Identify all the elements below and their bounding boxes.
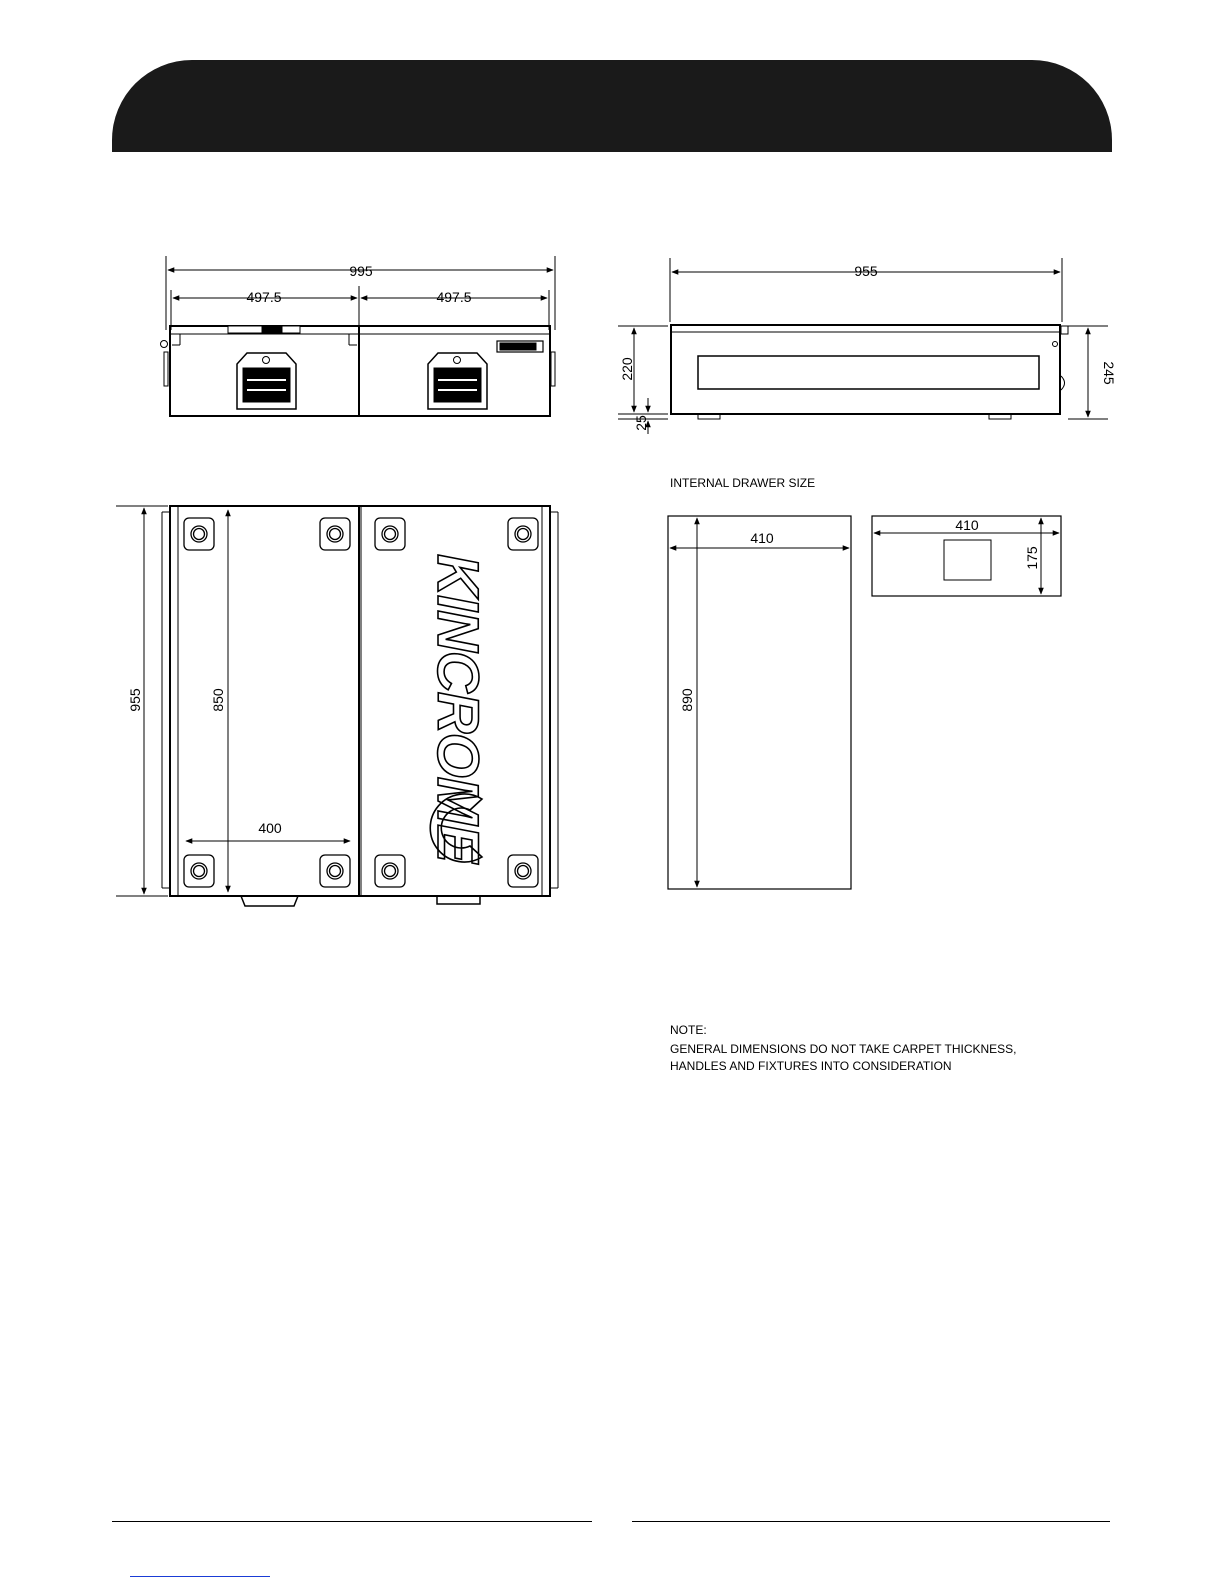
- dim-drawer-width-top: 410: [750, 530, 774, 546]
- side-view: [618, 258, 1108, 434]
- note-heading: NOTE:: [670, 1023, 707, 1037]
- kincrome-logo: KINCROME: [425, 554, 490, 862]
- dim-side-length: 955: [854, 263, 878, 279]
- front-view: [161, 256, 556, 416]
- dim-drawer-depth: 175: [1024, 546, 1040, 570]
- dim-top-inner-length: 850: [210, 688, 226, 712]
- dim-side-feet: 25: [633, 415, 649, 431]
- dim-top-inner-width: 400: [258, 820, 282, 836]
- dim-front-width: 995: [349, 263, 373, 279]
- dim-drawer-width-side: 410: [955, 517, 979, 533]
- footer-rule-left: [112, 1521, 592, 1522]
- internal-drawer-top: [668, 516, 851, 889]
- footer-link-underline[interactable]: [130, 1576, 270, 1577]
- dim-drawer-length: 890: [679, 688, 695, 712]
- note-line-2: HANDLES AND FIXTURES INTO CONSIDERATION: [670, 1059, 952, 1073]
- dim-side-height-total: 245: [1101, 361, 1117, 385]
- dim-side-height-body: 220: [619, 357, 635, 381]
- dim-top-length: 955: [127, 688, 143, 712]
- internal-drawer-size-label: INTERNAL DRAWER SIZE: [670, 476, 816, 490]
- top-view: [116, 506, 558, 906]
- dim-front-half-left: 497.5: [246, 289, 282, 305]
- note-line-1: GENERAL DIMENSIONS DO NOT TAKE CARPET THICKNESS,: [670, 1042, 1017, 1056]
- dim-front-half-right: 497.5: [436, 289, 472, 305]
- footer-rule-right: [632, 1521, 1110, 1522]
